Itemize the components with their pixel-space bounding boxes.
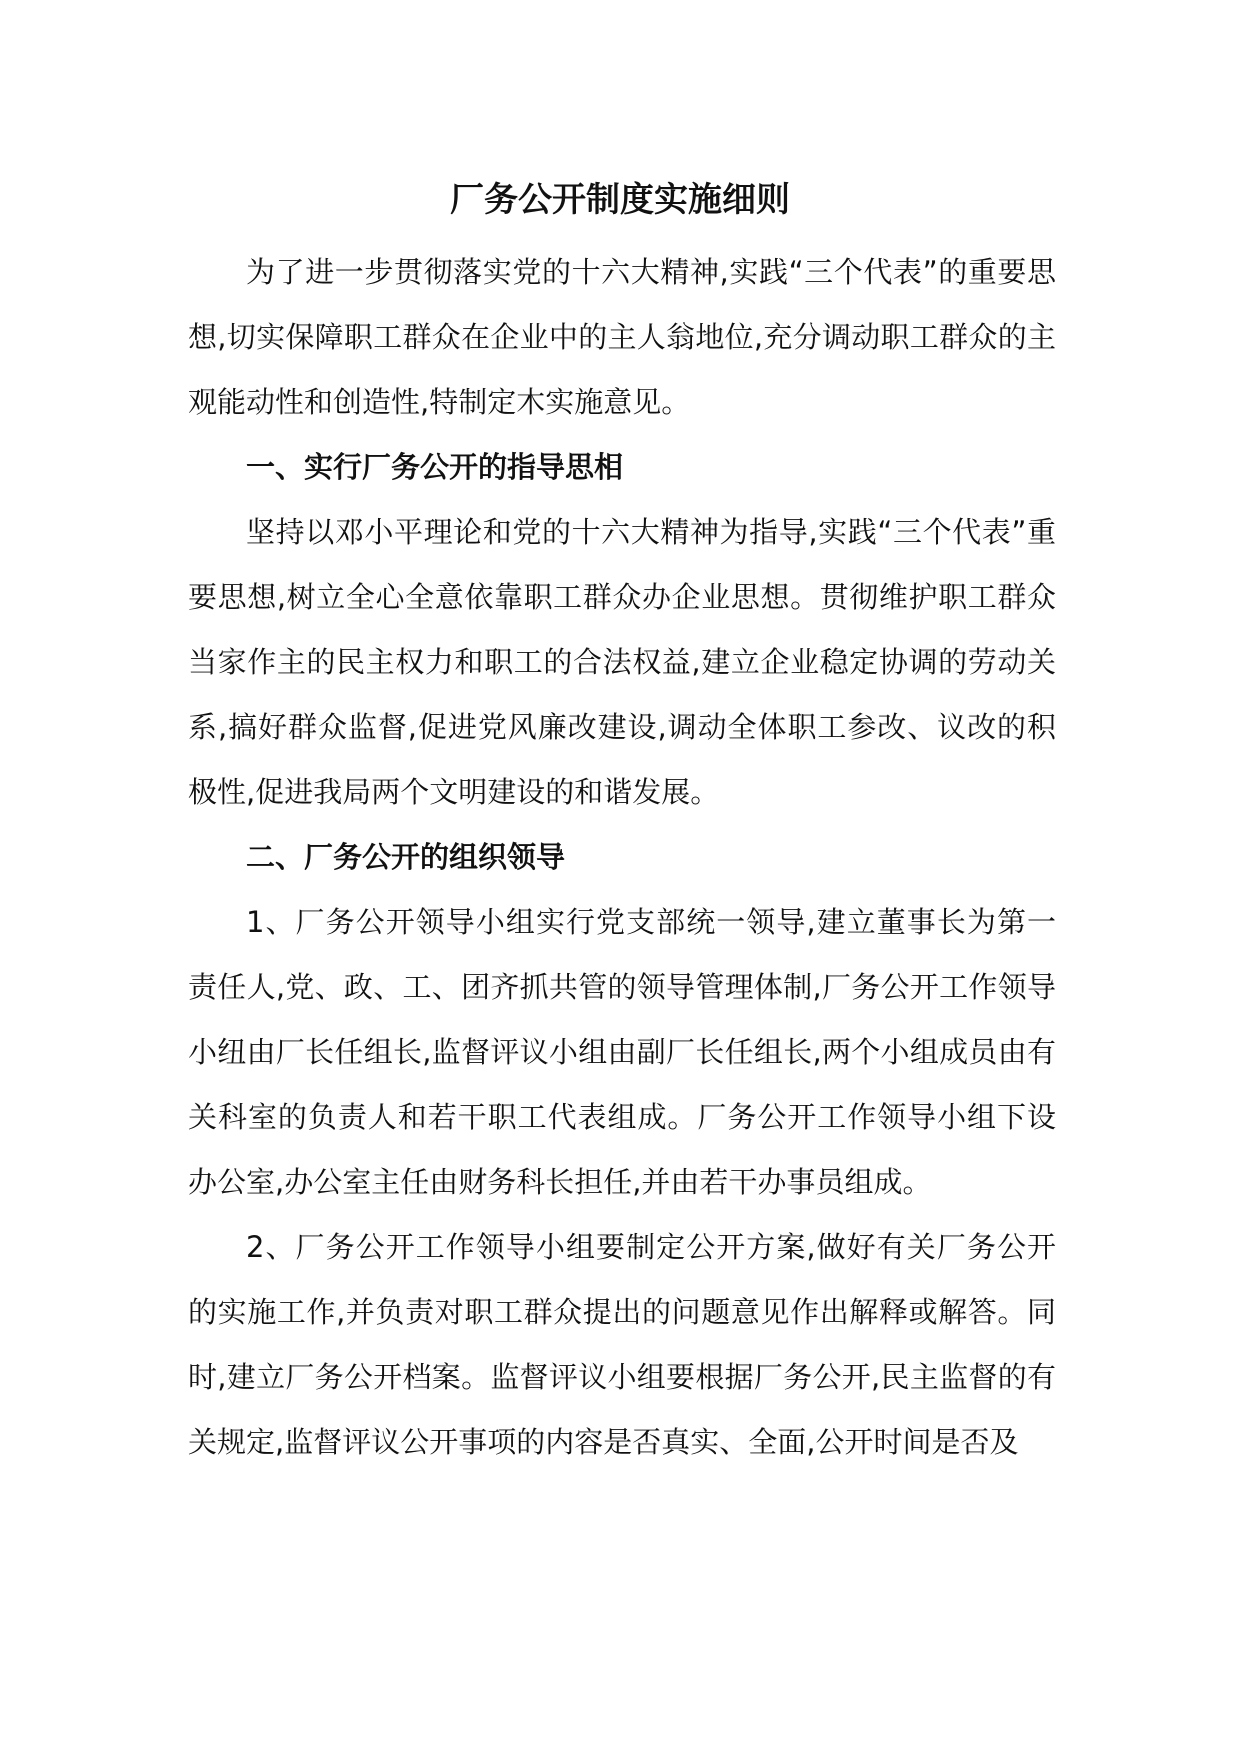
document-body	[188, 240, 1056, 1475]
section-2-item-2: 2、厂务公开工作领导小组要制定公开方案,做好有关厂务公开的实施工作,并负责对职工群众提出的问题意见作出解释或解答。同时,建立厂务公开档案。监督评议小组要根据厂务公开,民主监督的有关规定,监督评议公开事项的内容是否真实、全面,公开时间是否及	[188, 1230, 1056, 1459]
section-2-heading: 二、厂务公开的组织领导	[246, 840, 566, 874]
section-1-paragraph: 坚持以邓小平理论和党的十六大精神为指导,实践“三个代表”重要思想,树立全心全意依靠职工群众办企业思想。贯彻维护职工群众当家作主的民主权力和职工的合法权益,建立企业稳定协调的劳动关系,搞好群众监督,促进党风廉改建设,调动全体职工参改、议改的积极性,促进我局两个文明建设的和谐发展。	[188, 515, 1056, 809]
intro-paragraph: 为了进一步贯彻落实党的十六大精神,实践“三个代表”的重要思想,切实保障职工群众在企业中的主人翁地位,充分调动职工群众的主观能动性和创造性,特制定木实施意见。	[188, 255, 1056, 419]
document-title: 厂务公开制度实施细则	[450, 180, 790, 220]
section-2-item-1: 1、厂务公开领导小组实行党支部统一领导,建立董事长为第一责任人,党、政、工、团齐抓共管的领导管理体制,厂务公开工作领导小纽由厂长任组长,监督评议小组由副厂长任组长,两个小组成员由有关科室的负责人和若干职工代表组成。厂务公开工作领导小组下设办公室,办公室主任由财务科长担任,并由若干办事员组成。	[188, 905, 1056, 1199]
section-1-heading: 一、实行厂务公开的指导思相	[246, 450, 624, 484]
